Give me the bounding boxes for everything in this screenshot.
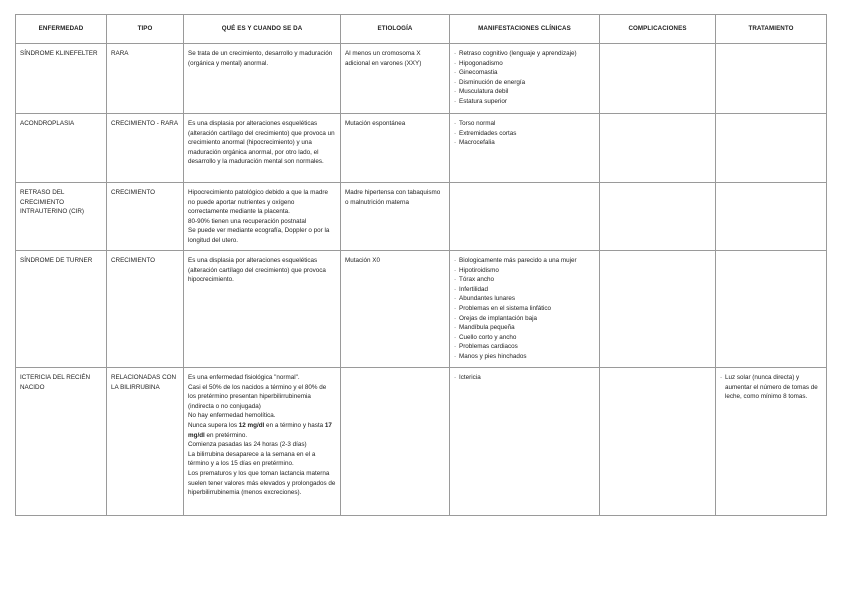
table-row [16,114,827,183]
cell-que-es [184,114,341,183]
cell-etiologia [341,368,450,516]
description-fragment: en pretérmino. [204,431,248,439]
header-tratamiento: TRATAMIENTO [716,15,827,44]
list-item: · Torso normal [454,119,595,129]
cell-enfermedad: ICTERICIA DEL RECIÉN NACIDO [16,368,107,516]
cell-enfermedad: ACONDROPLASIA [16,114,107,183]
description-line: No hay enfermedad hemolítica. [188,412,276,420]
list-item: · Retraso cognitivo (lenguaje y aprendizaje) [454,49,595,59]
list-item: · Infertilidad [454,285,595,295]
cell-tratamiento [716,183,827,251]
list-item: · Luz solar (nunca directa) y aumentar el número de tomas de leche, como mínimo 8 tomas. [720,373,822,402]
cell-tratamiento [716,368,827,516]
cell-complicaciones [600,368,716,516]
list-item: · Orejas de implantación baja [454,314,595,324]
cell-enfermedad: RETRASO DEL CRECIMIENTO INTRAUTERINO (CIR) [16,183,107,251]
description-line: Se puede ver mediante ecografía, Doppler o por la longitud del utero. [188,227,330,244]
header-row [16,15,827,44]
table-row [16,251,827,368]
description-line: 80-90% tienen una recuperación postnatal [188,217,307,225]
list-item: · Problemas en el sistema linfático [454,304,595,314]
disease-table [15,14,827,516]
manifestaciones-list [454,119,595,148]
description-line: Comienza pasadas las 24 horas (2-3 días) [188,441,307,449]
list-item: · Tórax ancho [454,275,595,285]
cell-manifestaciones [450,44,600,114]
table-body [16,44,827,516]
header-que-es: QUÉ ES Y CUANDO SE DA [184,15,341,44]
list-item: · Ictericia [454,373,595,383]
cell-complicaciones [600,114,716,183]
description-line: Hipocrecimiento patológico debido a que la madre no puede aportar nutrientes y oxígeno correctamente mediante la placenta. [188,189,329,216]
header-tipo: TIPO [107,15,184,44]
description-fragment: en a término y hasta [264,421,325,429]
cell-complicaciones [600,251,716,368]
table-row [16,368,827,516]
cell-etiologia: Al menos un cromosoma X adicional en varones (XXY) [341,44,450,114]
list-item: · Cuello corto y ancho [454,333,595,343]
cell-manifestaciones [450,251,600,368]
list-item: · Hipotiroidismo [454,266,595,276]
cell-tipo: RARA [107,44,184,114]
header-enfermedad: ENFERMEDAD [16,15,107,44]
cell-etiologia: Madre hipertensa con tabaquismo o malnutrición materna [341,183,450,251]
cell-tipo: CRECIMIENTO - RARA [107,114,184,183]
list-item: · Estatura superior [454,97,595,107]
list-item: · Disminución de energía [454,78,595,88]
cell-manifestaciones [450,114,600,183]
cell-complicaciones [600,183,716,251]
cell-tratamiento [716,114,827,183]
manifestaciones-list [454,49,595,107]
list-item: · Mandíbula pequeña [454,323,595,333]
list-item: · Abundantes lunares [454,294,595,304]
list-item: · Extremidades cortas [454,129,595,139]
list-item: · Macrocefalia [454,138,595,148]
description-fragment: Nunca supera los [188,421,239,429]
cell-manifestaciones [450,368,600,516]
description-line: Es una enfermedad fisiológica "normal". [188,374,300,381]
cell-tipo: CRECIMIENTO [107,183,184,251]
list-item: · Problemas cardiacos [454,342,595,352]
cell-manifestaciones [450,183,600,251]
list-item: · Hipogonadismo [454,59,595,69]
cell-tratamiento [716,251,827,368]
description-line: La bilirrubina desaparece a la semana en el a término y a los 15 días en pretérmino. [188,450,316,468]
cell-que-es [184,368,341,516]
table-row [16,44,827,114]
list-item: · Manos y pies hinchados [454,352,595,362]
cell-complicaciones [600,44,716,114]
list-item: · Musculatura debil [454,87,595,97]
header-etiologia: ETIOLOGÍA [341,15,450,44]
list-item: · Ginecomastia [454,68,595,78]
header-manifestaciones: MANIFESTACIONES CLÍNICAS [450,15,600,44]
cell-que-es [184,183,341,251]
cell-tratamiento [716,44,827,114]
cell-que-es [184,44,341,114]
manifestaciones-list [454,256,595,362]
tratamiento-list [720,373,822,402]
description-line [188,421,336,440]
description-line: Es una displasia por alteraciones esqueléticas (alteración cartílago del crecimiento) que provoca hipocrecimiento. [188,257,326,284]
bold-value: 17 mg/dl [188,421,332,439]
cell-etiologia: Mutación espontánea [341,114,450,183]
header-complicaciones: COMPLICACIONES [600,15,716,44]
description-line: Se trata de un crecimiento, desarrollo y maduración (orgánica y mental) anormal. [188,50,333,67]
list-item: · Biologicamente más parecido a una mujer [454,256,595,266]
cell-enfermedad: SÍNDROME KLINEFELTER [16,44,107,114]
cell-que-es [184,251,341,368]
cell-enfermedad: SÍNDROME DE TURNER [16,251,107,368]
table-row [16,183,827,251]
description-line: Los prematuros y los que toman lactancia materna suelen tener valores más elevados y prolongados de hiperbilirrubinemia (menos excreciones). [188,469,336,497]
bold-value: 12 mg/dl [238,421,265,429]
manifestaciones-list [454,373,595,383]
cell-etiologia: Mutación X0 [341,251,450,368]
description-line: Casi el 50% de los nacidos a término y el 80% de los pretérmino presentan hiperbilirrubinemia (indirecta o no conjugada) [188,383,327,410]
cell-tipo: RELACIONADAS CON LA BILIRRUBINA [107,368,184,516]
cell-tipo: CRECIMIENTO [107,251,184,368]
description-line: Es una displasia por alteraciones esqueléticas (alteración cartílago del crecimiento) que provoca un crecimiento anormal (hipocrecimiento) y una maduración orgánica anormal, por otro lado, el desarrollo y la maduración mental son normales. [188,120,335,166]
